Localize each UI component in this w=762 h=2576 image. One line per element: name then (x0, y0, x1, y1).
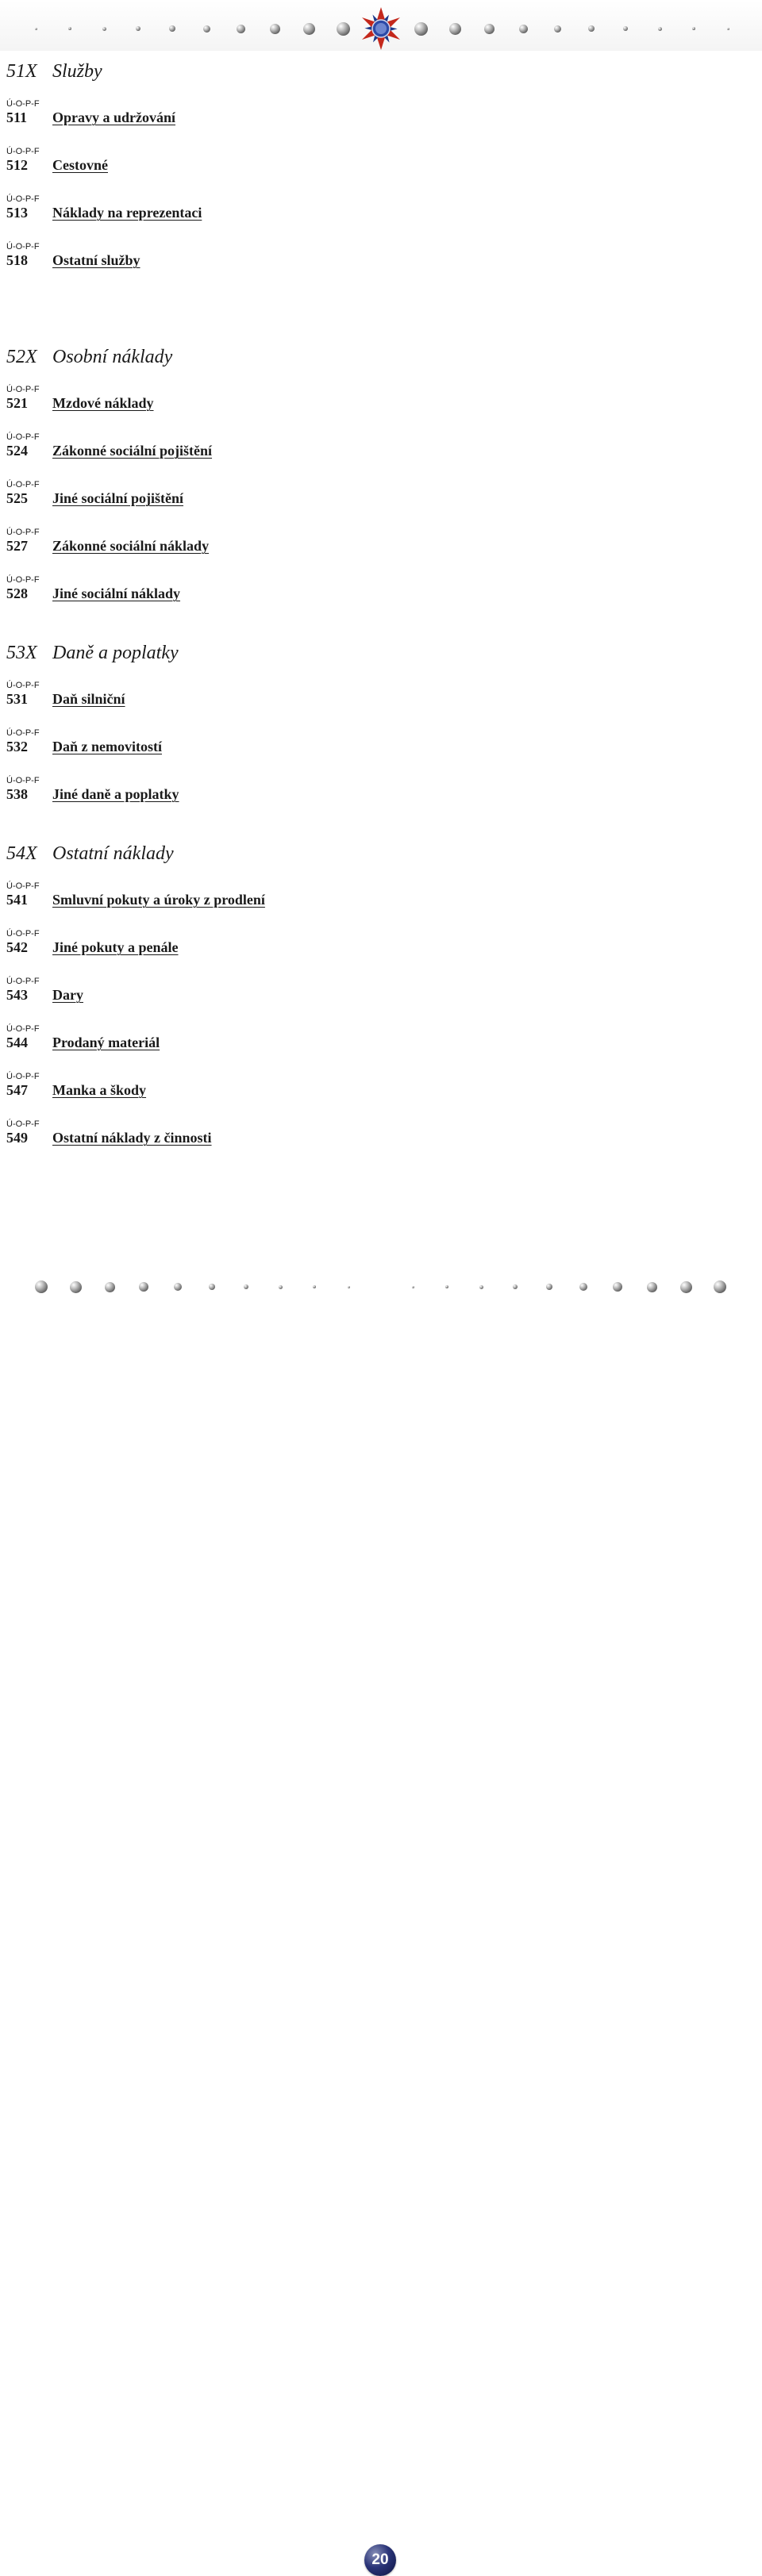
account-tag: Ú-O-P-F (6, 681, 40, 690)
decorative-dot (445, 1285, 448, 1288)
account-label: Opravy a udržování (52, 109, 176, 125)
section-title: Osobní náklady (52, 347, 173, 367)
section-title: Ostatní náklady (52, 843, 174, 864)
account-label: Mzdové náklady (52, 395, 154, 411)
account-tag: Ú-O-P-F (6, 528, 40, 537)
section-code: 54X (6, 843, 37, 864)
section-heading (6, 843, 174, 865)
decorative-dot (727, 28, 729, 30)
decorative-dot (102, 27, 106, 31)
account-code: 544 (6, 1035, 28, 1050)
decorative-dot (203, 25, 210, 33)
account-item (6, 1081, 146, 1099)
account-tag: Ú-O-P-F (6, 1119, 40, 1129)
account-item (6, 690, 125, 708)
decorative-dot (105, 1282, 115, 1292)
account-item (6, 251, 140, 269)
decorative-dot (479, 1285, 483, 1289)
account-tag: Ú-O-P-F (6, 480, 40, 489)
account-tag: Ú-O-P-F (6, 881, 40, 891)
account-tag: Ú-O-P-F (6, 385, 40, 394)
decorative-dot (623, 26, 628, 31)
account-tag: Ú-O-P-F (6, 432, 40, 442)
account-item (6, 1034, 160, 1051)
account-code: 524 (6, 443, 28, 459)
decorative-dot (279, 1285, 283, 1289)
decorative-dot (449, 23, 461, 35)
account-code: 542 (6, 939, 28, 955)
decorative-dot (303, 23, 315, 35)
section-code: 53X (6, 643, 37, 663)
account-item (6, 891, 265, 908)
account-tag: Ú-O-P-F (6, 1072, 40, 1081)
account-code: 512 (6, 157, 28, 173)
decorative-dot (68, 27, 71, 30)
section-code: 52X (6, 347, 37, 367)
decorative-dot (139, 1282, 148, 1292)
account-code: 528 (6, 585, 28, 601)
section-code: 51X (6, 61, 37, 82)
decorative-dot (546, 1284, 552, 1290)
account-item (6, 156, 108, 174)
account-code: 549 (6, 1130, 28, 1146)
account-label: Jiné daně a poplatky (52, 786, 179, 802)
account-item (6, 394, 154, 412)
account-label: Manka a škody (52, 1082, 147, 1098)
account-label: Prodaný materiál (52, 1035, 160, 1050)
account-code: 511 (6, 109, 28, 125)
account-code: 513 (6, 205, 28, 221)
account-tag: Ú-O-P-F (6, 147, 40, 156)
decorative-dot (35, 28, 37, 30)
decorative-dot (70, 1281, 82, 1293)
account-tag: Ú-O-P-F (6, 929, 40, 939)
account-code: 547 (6, 1082, 28, 1098)
account-label: Ostatní služby (52, 252, 140, 268)
section-heading (6, 642, 179, 664)
decorative-dot (613, 1282, 622, 1292)
account-code: 543 (6, 987, 28, 1003)
g-star-logo-icon (359, 6, 403, 51)
page-number-badge: 20 (364, 2544, 396, 2576)
account-tag: Ú-O-P-F (6, 242, 40, 251)
decorative-dot (414, 22, 428, 36)
account-code: 538 (6, 786, 28, 802)
decorative-dot (348, 1286, 350, 1288)
account-code: 527 (6, 538, 28, 554)
account-item (6, 785, 179, 803)
account-item (6, 537, 209, 555)
account-item (6, 738, 162, 755)
account-label: Ostatní náklady z činnosti (52, 1130, 212, 1146)
decorative-dot (412, 1286, 414, 1288)
decorative-dot (270, 24, 280, 34)
account-tag: Ú-O-P-F (6, 99, 40, 109)
decorative-dot (658, 27, 662, 31)
section-heading (6, 60, 102, 83)
account-item (6, 109, 175, 126)
decorative-dot (35, 1280, 48, 1293)
decorative-dot (647, 1282, 657, 1292)
decorative-dot (169, 25, 175, 32)
decorative-dot (209, 1284, 215, 1290)
decorative-dot (337, 22, 350, 36)
account-label: Jiné pokuty a penále (52, 939, 179, 955)
account-label: Smluvní pokuty a úroky z prodlení (52, 892, 265, 908)
decorative-dot (237, 25, 245, 33)
account-tag: Ú-O-P-F (6, 194, 40, 204)
account-tag: Ú-O-P-F (6, 776, 40, 785)
decorative-dot (136, 26, 140, 31)
account-code: 518 (6, 252, 28, 268)
section-heading (6, 346, 172, 368)
account-tag: Ú-O-P-F (6, 977, 40, 986)
account-label: Daň silniční (52, 691, 125, 707)
account-code: 532 (6, 739, 28, 754)
account-code: 525 (6, 490, 28, 506)
account-code: 521 (6, 395, 28, 411)
page-header (0, 0, 762, 51)
section-title: Služby (52, 61, 102, 82)
account-item (6, 1129, 212, 1146)
account-item (6, 986, 83, 1004)
decorative-dot (588, 25, 595, 32)
page-footer (0, 1265, 762, 2568)
account-label: Jiné sociální náklady (52, 585, 181, 601)
account-item (6, 585, 180, 602)
account-item (6, 489, 183, 507)
decorative-dot (313, 1285, 316, 1288)
account-label: Zákonné sociální náklady (52, 538, 210, 554)
account-code: 541 (6, 892, 28, 908)
account-label: Zákonné sociální pojištění (52, 443, 213, 459)
account-item (6, 939, 179, 956)
decorative-dot (680, 1281, 692, 1293)
account-code: 531 (6, 691, 28, 707)
decorative-dot (174, 1283, 182, 1291)
account-item (6, 442, 212, 459)
account-label: Cestovné (52, 157, 108, 173)
account-label: Dary (52, 987, 83, 1003)
decorative-dot (513, 1284, 518, 1289)
decorative-dot (519, 25, 528, 33)
decorative-dot (484, 24, 495, 34)
account-item (6, 204, 202, 221)
account-label: Náklady na reprezentaci (52, 205, 202, 221)
account-tag: Ú-O-P-F (6, 1024, 40, 1034)
account-tag: Ú-O-P-F (6, 575, 40, 585)
decorative-dot (554, 25, 561, 33)
section-title: Daně a poplatky (52, 643, 179, 663)
decorative-dot (579, 1283, 587, 1291)
decorative-dot (692, 27, 695, 30)
account-label: Jiné sociální pojištění (52, 490, 184, 506)
account-tag: Ú-O-P-F (6, 728, 40, 738)
decorative-dot (244, 1284, 248, 1289)
decorative-dot (714, 1280, 726, 1293)
account-label: Daň z nemovitostí (52, 739, 162, 754)
